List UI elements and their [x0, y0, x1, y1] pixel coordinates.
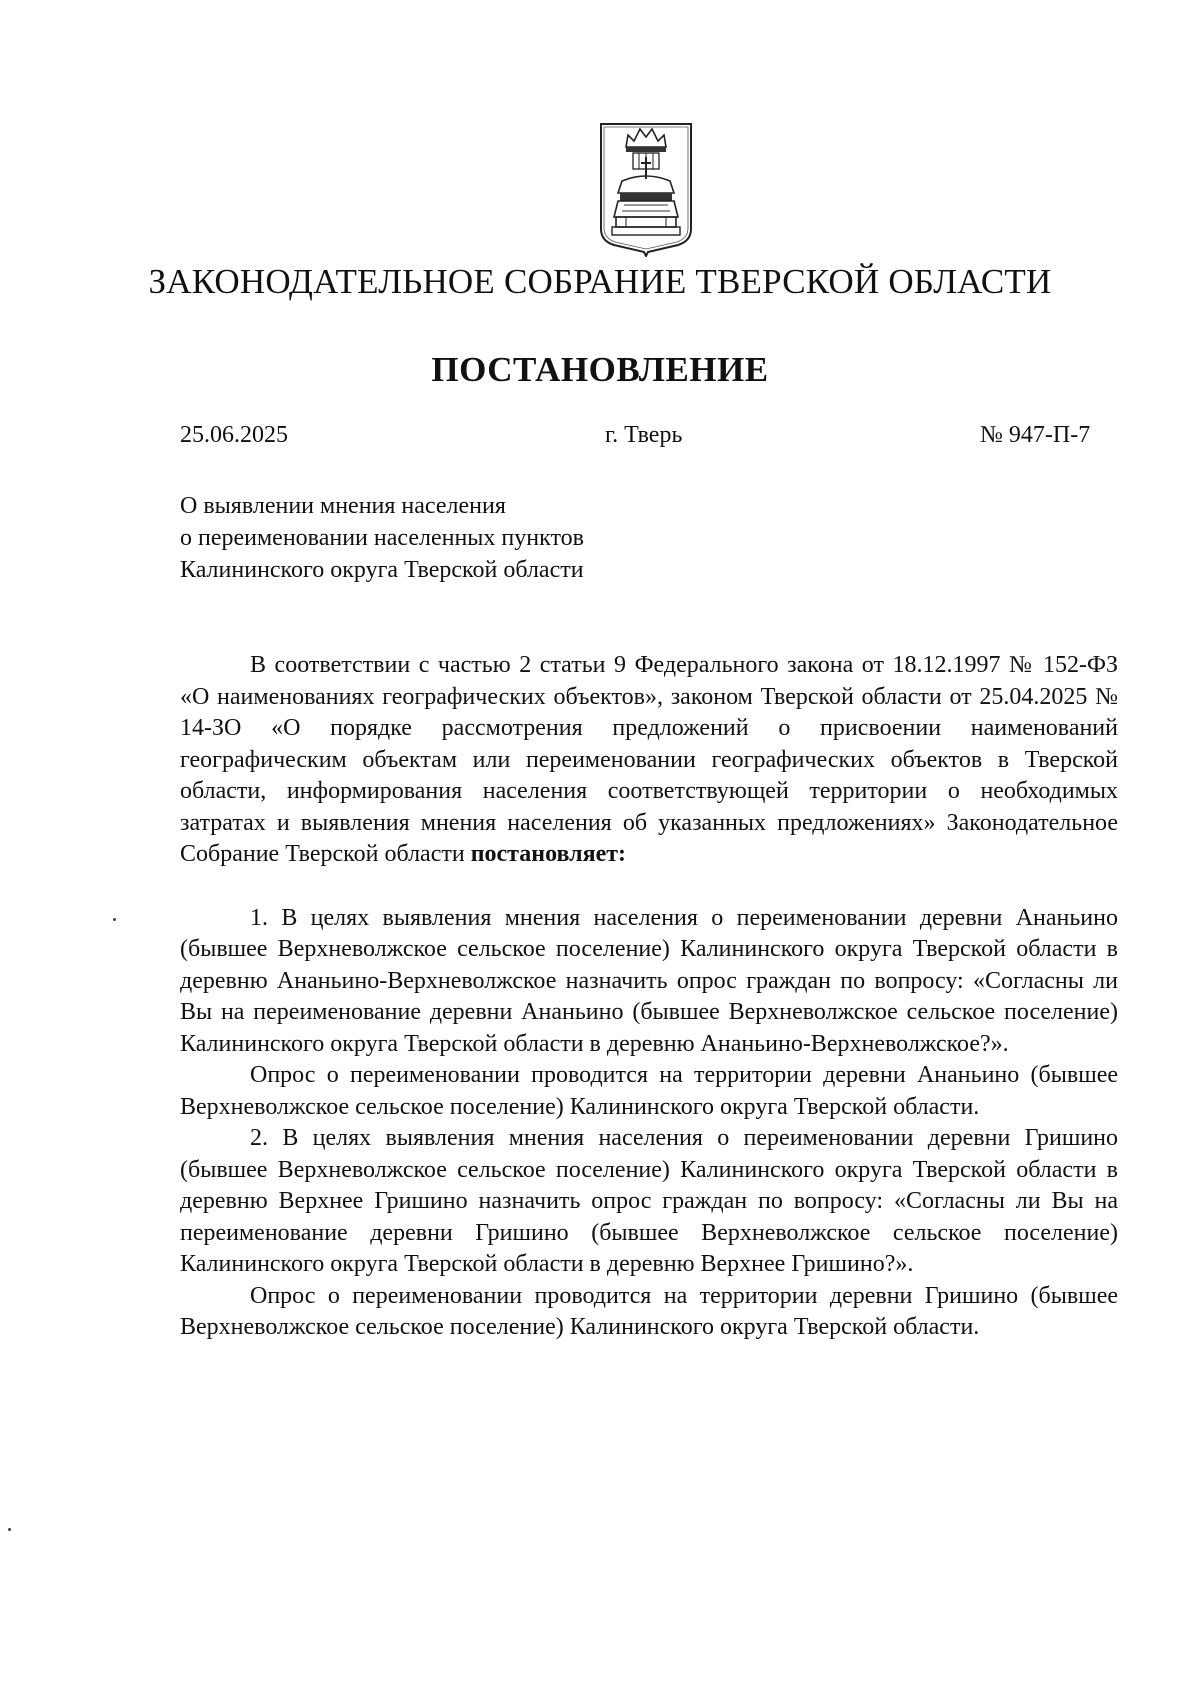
organization-title: ЗАКОНОДАТЕЛЬНОЕ СОБРАНИЕ ТВЕРСКОЙ ОБЛАСТИ — [148, 262, 1052, 301]
preamble-paragraph — [180, 650, 1118, 871]
scan-speck — [113, 918, 116, 921]
decree-word: постановляет: — [470, 841, 627, 867]
document-subject — [180, 490, 584, 586]
subject-line: О выявлении мнения населения — [180, 493, 506, 519]
document-type-heading: ПОСТАНОВЛЕНИЕ — [431, 350, 769, 389]
subject-line: о переименовании населенных пунктов — [180, 525, 584, 551]
tver-coat-of-arms-icon — [598, 121, 694, 257]
preamble-text: В соответствии с частью 2 статьи 9 Федерального закона от 18.12.1997 № 152-ФЗ «О наименованиях географических объектов», законом Тверской области от 25.04.2025 № 14-ЗО «О порядке рассмотрения предложений о присвоении наименований географическим объектам или переименовании географических объектов в Тверской области, информирования населения соответствующей территории о необходимых затратах и выявления мнения населения об указанных предложениях» Законодательное Собрание Тверской области — [180, 652, 1118, 867]
document-city: г. Тверь — [605, 422, 683, 448]
item-1-note-paragraph: Опрос о переименовании проводится на территории деревни Ананьино (бывшее Верхневолжское сельское поселение) Калининского округа Тверской области. — [180, 1062, 1118, 1120]
document-number: № 947-П-7 — [980, 422, 1091, 448]
scan-speck — [8, 1528, 11, 1531]
item-2-note-paragraph: Опрос о переименовании проводится на территории деревни Гришино (бывшее Верхневолжское сельское поселение) Калининского округа Тверской области. — [180, 1282, 1118, 1340]
document-date: 25.06.2025 — [180, 422, 288, 448]
item-2-paragraph: 2. В целях выявления мнения населения о переименовании деревни Гришино (бывшее Верхневолжское сельское поселение) Калининского округа Тверской области в деревню Верхнее Гришино назначить опрос граждан по вопросу: «Согласны ли Вы на переименование деревни Гришино (бывшее Верхневолжское сельское поселение) Калининского округа Тверской области в деревню Верхнее Гришино?». — [180, 1125, 1118, 1277]
document-body — [180, 650, 1118, 1344]
subject-line: Калининского округа Тверской области — [180, 557, 584, 583]
item-1-paragraph: 1. В целях выявления мнения населения о переименовании деревни Ананьино (бывшее Верхневолжское сельское поселение) Калининского округа Тверской области в деревню Ананьино-Верхневолжское назначить опрос граждан по вопросу: «Согласны ли Вы на переименование деревни Ананьино (бывшее Верхневолжское сельское поселение) Калининского округа Тверской области в деревню Ананьино-Верхневолжское?». — [180, 904, 1118, 1057]
